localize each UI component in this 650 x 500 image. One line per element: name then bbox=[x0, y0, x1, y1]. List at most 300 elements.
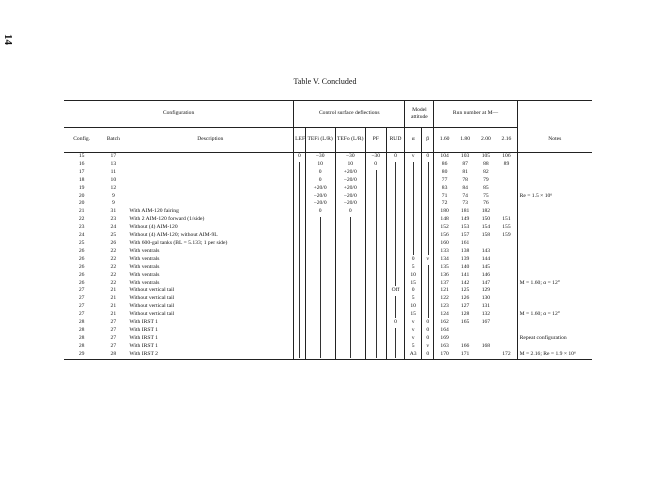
cell-run-m200 bbox=[476, 327, 497, 335]
cell-alpha: v bbox=[405, 327, 422, 335]
cell-run-m200 bbox=[476, 335, 497, 343]
cell-run-m216 bbox=[496, 185, 517, 193]
cell-run-m200: 75 bbox=[483, 192, 489, 199]
table-row bbox=[64, 311, 592, 319]
cell-notes bbox=[517, 287, 592, 295]
cell-batch: 28 bbox=[99, 351, 127, 359]
cell-tefi: 0 bbox=[305, 177, 335, 185]
cell-tefi: 0 bbox=[305, 169, 335, 177]
cell-batch: 10 bbox=[110, 176, 117, 183]
cell-description: Without vertical tail bbox=[129, 295, 175, 302]
cell-batch: 21 bbox=[110, 311, 117, 318]
cell-batch: 25 bbox=[110, 232, 117, 239]
cell-config: 28 bbox=[78, 326, 85, 333]
cell-config: 20 bbox=[78, 200, 85, 207]
cell-run-m216: 151 bbox=[502, 216, 511, 223]
cell-config: 27 bbox=[78, 287, 85, 294]
col-m180: 1.80 bbox=[455, 128, 476, 153]
cell-alpha: v bbox=[405, 319, 422, 327]
cell-beta: 0 bbox=[421, 351, 433, 359]
cell-run-m200: 154 bbox=[481, 224, 491, 231]
cell-batch: 13 bbox=[110, 160, 117, 167]
cell-run-m180: 157 bbox=[460, 232, 470, 239]
table-row bbox=[64, 264, 592, 272]
cell-beta: 0 bbox=[421, 327, 433, 335]
col-beta: β bbox=[421, 128, 433, 153]
cell-tefo: +20/0 bbox=[335, 169, 365, 177]
cell-run-m180: 165 bbox=[460, 319, 470, 326]
cell-batch: 27 bbox=[110, 334, 117, 341]
cell-run-m216 bbox=[496, 208, 517, 216]
cell-run-m180: 74 bbox=[462, 192, 468, 199]
cell-batch: 21 bbox=[110, 303, 117, 310]
cell-description: With 2 AIM-120 forward (1/side) bbox=[129, 216, 205, 223]
control-surface-group-header: Control surface deflections bbox=[294, 101, 405, 128]
cell-run-m216 bbox=[496, 169, 517, 177]
cell-run-m180: 149 bbox=[460, 216, 470, 223]
cell-tefi: −20/0 bbox=[305, 193, 335, 201]
cell-description: With ventrals bbox=[129, 263, 160, 270]
cell-notes bbox=[517, 177, 592, 185]
cell-run-m160: 123 bbox=[434, 303, 455, 311]
cell-notes: Re = 1.5 × 10⁶ bbox=[517, 193, 592, 201]
table-row bbox=[64, 232, 592, 240]
cell-run-m160: 170 bbox=[434, 351, 455, 359]
table-row bbox=[64, 351, 592, 359]
table-row bbox=[64, 256, 592, 264]
cell-tefo: −20/0 bbox=[335, 193, 365, 201]
cell-run-m216 bbox=[496, 319, 517, 327]
cell-run-m160: 72 bbox=[434, 200, 455, 208]
cell-run-m200 bbox=[476, 351, 497, 359]
ditto-line bbox=[350, 217, 351, 358]
table-row bbox=[64, 248, 592, 256]
cell-notes: M = 2.16; Re = 1.9 × 10⁶ bbox=[517, 351, 592, 359]
cell-run-m200: 79 bbox=[483, 176, 489, 183]
cell-description bbox=[127, 169, 293, 177]
cell-run-m180: 81 bbox=[462, 168, 468, 175]
cell-description bbox=[127, 200, 293, 208]
cell-alpha: 5 bbox=[405, 264, 422, 272]
cell-batch: 11 bbox=[110, 168, 117, 175]
cell-description: With IRST 1 bbox=[129, 326, 158, 333]
cell-run-m216 bbox=[496, 177, 517, 185]
cell-run-m180: 161 bbox=[460, 239, 470, 246]
cell-config: 24 bbox=[78, 232, 85, 239]
cell-description: Without (4) AIM-120; without AIM-9L bbox=[129, 232, 218, 239]
cell-batch: 9 bbox=[111, 192, 115, 199]
ditto-line bbox=[395, 328, 396, 358]
cell-description: With IRST 1 bbox=[129, 319, 158, 326]
cell-run-m160: 86 bbox=[434, 161, 455, 169]
cell-run-m200: 76 bbox=[483, 200, 489, 207]
table-row bbox=[64, 240, 592, 248]
cell-run-m180: 140 bbox=[460, 263, 470, 270]
cell-config: 27 bbox=[78, 295, 85, 302]
cell-run-m160: 122 bbox=[434, 295, 455, 303]
cell-tefo: +20/0 bbox=[335, 185, 365, 193]
cell-notes bbox=[517, 161, 592, 169]
cell-run-m180: 181 bbox=[460, 208, 470, 215]
configuration-group-header: Configuration bbox=[64, 101, 294, 128]
cell-rud: 0 bbox=[386, 153, 405, 161]
cell-run-m200: 145 bbox=[481, 263, 491, 270]
cell-description: With IRST 1 bbox=[129, 342, 158, 349]
cell-run-m160: 137 bbox=[434, 280, 455, 288]
cell-description: With AIM-120 fairing bbox=[129, 208, 179, 215]
col-description: Description bbox=[127, 128, 293, 153]
cell-notes bbox=[517, 240, 592, 248]
cell-notes: M = 1.60; α = 12° bbox=[517, 311, 592, 319]
cell-run-m160: 77 bbox=[434, 177, 455, 185]
cell-description: Without vertical tail bbox=[129, 287, 175, 294]
cell-tefo: 0 bbox=[335, 208, 365, 216]
cell-description bbox=[127, 161, 293, 169]
cell-run-m180: 84 bbox=[462, 184, 468, 191]
cell-config: 26 bbox=[78, 271, 85, 278]
cell-batch: 12 bbox=[110, 184, 117, 191]
cell-alpha: 0 bbox=[405, 256, 422, 264]
cell-run-m200: 146 bbox=[481, 271, 491, 278]
cell-batch: 27 bbox=[110, 342, 117, 349]
cell-run-m200: 158 bbox=[481, 232, 491, 239]
ditto-line bbox=[395, 162, 396, 287]
cell-run-m160: 148 bbox=[434, 216, 455, 224]
cell-batch: 17 bbox=[110, 153, 117, 159]
cell-notes bbox=[517, 200, 592, 208]
cell-description: With ventrals bbox=[129, 255, 160, 262]
cell-config: 26 bbox=[78, 263, 85, 270]
cell-config: 28 bbox=[78, 319, 85, 326]
cell-beta: 0 bbox=[421, 153, 433, 161]
cell-run-m180: 103 bbox=[460, 153, 470, 159]
cell-notes: Repeat configuration bbox=[517, 335, 592, 343]
cell-run-m200: 131 bbox=[481, 303, 491, 310]
cell-run-m160: 104 bbox=[434, 153, 455, 161]
cell-notes bbox=[517, 216, 592, 224]
cell-config: 23 bbox=[78, 224, 85, 231]
cell-notes bbox=[517, 248, 592, 256]
cell-run-m216 bbox=[496, 240, 517, 248]
cell-notes bbox=[517, 208, 592, 216]
cell-run-m180: 171 bbox=[455, 351, 476, 359]
cell-config: 27 bbox=[78, 311, 85, 318]
table-row bbox=[64, 327, 592, 335]
cell-run-m160: 124 bbox=[434, 311, 455, 319]
cell-batch: 22 bbox=[110, 279, 117, 286]
cell-batch: 9 bbox=[111, 200, 115, 207]
cell-run-m200: 147 bbox=[481, 279, 491, 286]
cell-alpha: 10 bbox=[405, 272, 422, 280]
cell-config: 18 bbox=[78, 176, 85, 183]
cell-run-m160: 83 bbox=[434, 185, 455, 193]
cell-notes bbox=[517, 343, 592, 351]
cell-notes bbox=[517, 153, 592, 161]
table-row bbox=[64, 295, 592, 303]
cell-config: 26 bbox=[78, 279, 85, 286]
cell-run-m160: 134 bbox=[434, 256, 455, 264]
cell-config: 22 bbox=[78, 216, 85, 223]
cell-config: 25 bbox=[78, 239, 85, 246]
cell-run-m200: 105 bbox=[481, 153, 491, 159]
cell-run-m180 bbox=[455, 327, 476, 335]
cell-notes bbox=[517, 327, 592, 335]
cell-run-m216 bbox=[496, 272, 517, 280]
cell-description: Without vertical tail bbox=[129, 311, 175, 318]
cell-description: With IRST 1 bbox=[129, 334, 158, 341]
col-batch: Batch bbox=[99, 128, 127, 153]
run-schedule-table bbox=[64, 100, 592, 360]
cell-batch: 22 bbox=[110, 247, 117, 254]
cell-config: 20 bbox=[78, 192, 85, 199]
cell-beta: v bbox=[421, 343, 433, 351]
table-row bbox=[64, 208, 592, 216]
cell-notes bbox=[517, 272, 592, 280]
cell-run-m160: 164 bbox=[434, 327, 455, 335]
cell-run-m200: 167 bbox=[481, 319, 491, 326]
cell-notes bbox=[517, 232, 592, 240]
cell-alpha: 5 bbox=[405, 295, 422, 303]
cell-pf: 0 bbox=[365, 161, 386, 169]
cell-run-m180: 127 bbox=[460, 303, 470, 310]
model-attitude-group-header: Model attitude bbox=[405, 101, 434, 128]
cell-notes bbox=[517, 303, 592, 311]
cell-batch: 22 bbox=[110, 263, 117, 270]
col-pf: PF bbox=[365, 128, 386, 153]
cell-tefi: −20/0 bbox=[305, 200, 335, 208]
cell-notes bbox=[517, 256, 592, 264]
table-row bbox=[64, 280, 592, 288]
cell-config: 19 bbox=[78, 184, 85, 191]
cell-run-m160: 156 bbox=[434, 232, 455, 240]
cell-description bbox=[127, 177, 293, 185]
ditto-line bbox=[428, 162, 429, 255]
cell-description: With IRST 2 bbox=[127, 351, 293, 359]
cell-run-m160: 160 bbox=[434, 240, 455, 248]
cell-batch: 22 bbox=[110, 255, 117, 262]
cell-alpha: 10 bbox=[405, 303, 422, 311]
cell-run-m216 bbox=[496, 295, 517, 303]
cell-run-m200: 168 bbox=[481, 342, 491, 349]
col-config: Config. bbox=[64, 128, 99, 153]
cell-batch: 31 bbox=[110, 208, 117, 215]
cell-run-m200: 129 bbox=[481, 287, 491, 294]
cell-description: Without (4) AIM-120 bbox=[129, 224, 178, 231]
table-row bbox=[64, 200, 592, 208]
cell-run-m216 bbox=[496, 327, 517, 335]
cell-tefo: 10 bbox=[335, 161, 365, 169]
cell-beta: 0 bbox=[421, 335, 433, 343]
cell-run-m180: 166 bbox=[460, 342, 470, 349]
cell-run-m216: 159 bbox=[502, 232, 511, 239]
cell-run-m200: 182 bbox=[481, 208, 491, 215]
cell-run-m180 bbox=[455, 335, 476, 343]
cell-config: 29 bbox=[64, 351, 99, 359]
cell-batch: 22 bbox=[110, 271, 117, 278]
ditto-line bbox=[299, 162, 300, 358]
cell-run-m200: 88 bbox=[483, 160, 489, 167]
cell-run-m160: 133 bbox=[434, 248, 455, 256]
cell-notes bbox=[517, 169, 592, 177]
cell-batch: 27 bbox=[110, 319, 117, 326]
cell-tefo: −30 bbox=[335, 153, 365, 161]
cell-run-m180: 125 bbox=[460, 287, 470, 294]
cell-batch: 21 bbox=[110, 295, 117, 302]
cell-config: 26 bbox=[78, 255, 85, 262]
cell-run-m216: 155 bbox=[502, 224, 511, 231]
cell-batch: 21 bbox=[110, 287, 117, 294]
cell-run-m200: 150 bbox=[481, 216, 491, 223]
table-body bbox=[64, 153, 592, 360]
cell-run-m200: 144 bbox=[481, 255, 491, 262]
cell-lef: 0 bbox=[294, 153, 305, 161]
ditto-line bbox=[376, 170, 377, 358]
cell-notes bbox=[517, 185, 592, 193]
cell-description: With 600-gal tanks (BL = 5.133; 1 per side) bbox=[129, 239, 228, 246]
cell-run-m216 bbox=[496, 303, 517, 311]
cell-config: 26 bbox=[78, 247, 85, 254]
cell-run-m216: 172 bbox=[496, 351, 517, 359]
cell-run-m180: 78 bbox=[462, 176, 468, 183]
cell-run-m180: 153 bbox=[460, 224, 470, 231]
cell-run-m180: 138 bbox=[460, 247, 470, 254]
table-row bbox=[64, 153, 592, 161]
cell-notes bbox=[517, 319, 592, 327]
table-row bbox=[64, 193, 592, 201]
cell-rud: Off bbox=[386, 287, 405, 295]
cell-run-m216 bbox=[496, 280, 517, 288]
cell-run-m216 bbox=[496, 248, 517, 256]
col-notes: Notes bbox=[517, 128, 592, 153]
cell-run-m160: 162 bbox=[434, 319, 455, 327]
cell-description bbox=[127, 153, 293, 161]
cell-alpha: 15 bbox=[405, 280, 422, 288]
table-row bbox=[64, 287, 592, 295]
ditto-line bbox=[428, 265, 429, 318]
cell-config: 15 bbox=[78, 153, 85, 159]
cell-run-m216 bbox=[496, 193, 517, 201]
run-number-group-header: Run number at M— bbox=[434, 101, 517, 128]
cell-tefi: −30 bbox=[305, 153, 335, 161]
cell-run-m160: 80 bbox=[434, 169, 455, 177]
table-row bbox=[64, 343, 592, 351]
cell-run-m180: 87 bbox=[462, 160, 468, 167]
cell-run-m216 bbox=[496, 256, 517, 264]
col-rud: RUD bbox=[386, 128, 405, 153]
cell-run-m160: 135 bbox=[434, 264, 455, 272]
table-row bbox=[64, 185, 592, 193]
cell-tefi: +20/0 bbox=[305, 185, 335, 193]
cell-run-m160: 136 bbox=[434, 272, 455, 280]
table-row bbox=[64, 177, 592, 185]
cell-batch: 26 bbox=[110, 239, 117, 246]
cell-alpha: A3 bbox=[405, 351, 422, 359]
table-row bbox=[64, 216, 592, 224]
cell-description: With ventrals bbox=[129, 247, 160, 254]
cell-batch: 27 bbox=[110, 326, 117, 333]
cell-tefo: −20/0 bbox=[335, 200, 365, 208]
cell-run-m180: 141 bbox=[460, 271, 470, 278]
ditto-line bbox=[413, 162, 414, 255]
cell-alpha: 0 bbox=[405, 287, 422, 295]
cell-config: 28 bbox=[78, 342, 85, 349]
cell-run-m216: 106 bbox=[502, 153, 511, 159]
cell-run-m200: 130 bbox=[481, 295, 491, 302]
table-row bbox=[64, 161, 592, 169]
col-alpha: α bbox=[405, 128, 422, 153]
cell-tefo: −20/0 bbox=[335, 177, 365, 185]
cell-description: With ventrals bbox=[129, 271, 160, 278]
col-m160: 1.60 bbox=[434, 128, 455, 153]
cell-run-m180: 73 bbox=[462, 200, 468, 207]
ditto-line bbox=[395, 296, 396, 318]
cell-tefi: 0 bbox=[305, 208, 335, 216]
cell-run-m160: 163 bbox=[434, 343, 455, 351]
cell-notes bbox=[517, 224, 592, 232]
cell-alpha: v bbox=[405, 153, 422, 161]
cell-run-m160: 121 bbox=[434, 287, 455, 295]
cell-alpha: v bbox=[405, 335, 422, 343]
cell-run-m216: 89 bbox=[503, 160, 510, 167]
cell-config: 27 bbox=[78, 303, 85, 310]
table-row bbox=[64, 272, 592, 280]
cell-run-m200: 82 bbox=[483, 168, 489, 175]
cell-beta: v bbox=[421, 256, 433, 264]
cell-run-m180: 142 bbox=[460, 279, 470, 286]
cell-run-m216 bbox=[496, 264, 517, 272]
table-row bbox=[64, 224, 592, 232]
cell-batch: 23 bbox=[110, 216, 117, 223]
table-row bbox=[64, 319, 592, 327]
cell-run-m180: 126 bbox=[460, 295, 470, 302]
cell-beta: 0 bbox=[421, 319, 433, 327]
cell-description: With ventrals bbox=[129, 279, 160, 286]
page-number: 14 bbox=[2, 34, 14, 45]
cell-notes bbox=[517, 295, 592, 303]
table-row bbox=[64, 169, 592, 177]
cell-notes bbox=[517, 264, 592, 272]
cell-description bbox=[127, 185, 293, 193]
cell-config: 28 bbox=[78, 334, 85, 341]
cell-run-m160: 169 bbox=[434, 335, 455, 343]
cell-alpha: 15 bbox=[405, 311, 422, 319]
cell-run-m200: 85 bbox=[483, 184, 489, 191]
table-row bbox=[64, 303, 592, 311]
cell-run-m216 bbox=[496, 311, 517, 319]
cell-batch: 24 bbox=[110, 224, 117, 231]
cell-notes: M = 1.60; α = 12° bbox=[517, 280, 592, 288]
cell-run-m200: 143 bbox=[481, 247, 491, 254]
col-tefo: TEFo (L/R) bbox=[335, 128, 365, 153]
cell-run-m216 bbox=[496, 287, 517, 295]
col-lef: LEF bbox=[294, 128, 305, 153]
cell-run-m180: 139 bbox=[460, 255, 470, 262]
cell-description: Without vertical tail bbox=[129, 303, 175, 310]
table-title: Table V. Concluded bbox=[293, 77, 357, 86]
cell-run-m160: 71 bbox=[434, 193, 455, 201]
cell-run-m180: 128 bbox=[460, 311, 470, 318]
cell-config: 17 bbox=[78, 168, 85, 175]
cell-run-m200 bbox=[476, 240, 497, 248]
cell-run-m216 bbox=[496, 200, 517, 208]
cell-run-m160: 152 bbox=[434, 224, 455, 232]
ditto-line bbox=[320, 217, 321, 358]
cell-run-m160: 180 bbox=[434, 208, 455, 216]
cell-rud: 0 bbox=[386, 319, 405, 327]
cell-pf: −30 bbox=[365, 153, 386, 161]
col-m216: 2.16 bbox=[496, 128, 517, 153]
cell-run-m216 bbox=[496, 335, 517, 343]
